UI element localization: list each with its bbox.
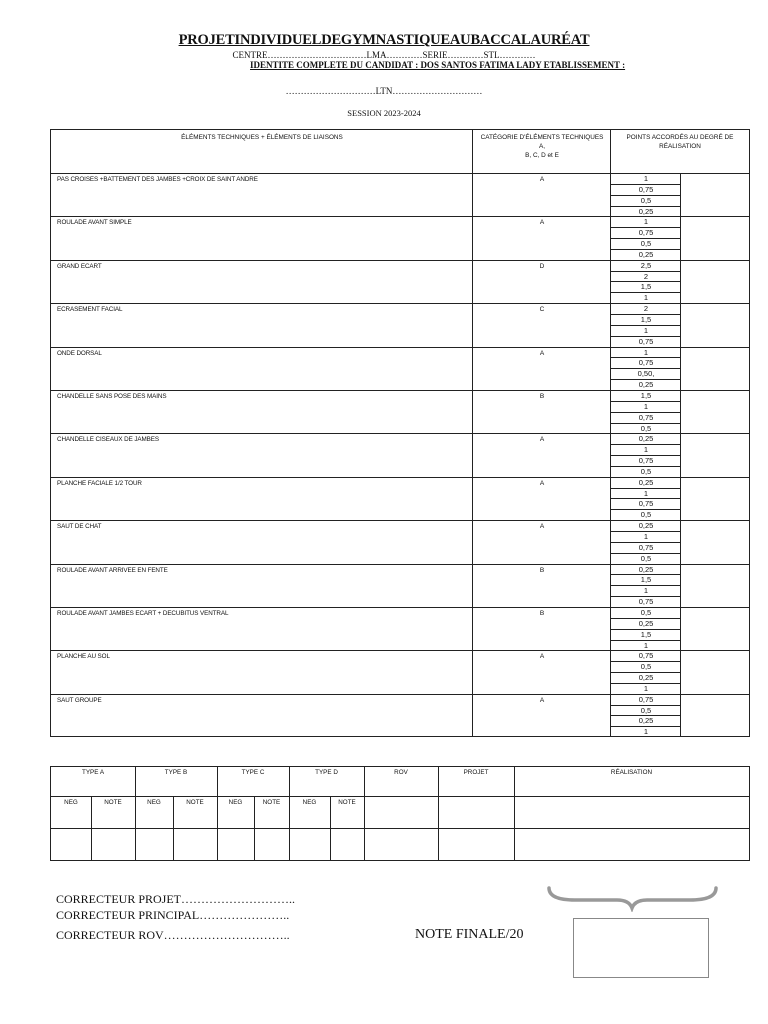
element-category: A: [539, 436, 545, 444]
point-value: 0,25: [638, 380, 654, 390]
element-name: CHANDELLE CISEAUX DE JAMBES: [57, 436, 159, 444]
point-value: 0,25: [638, 206, 654, 216]
point-value: 1: [611, 174, 681, 185]
point-value: 1: [643, 293, 649, 303]
header-category-line3: B, C, D et E: [525, 152, 559, 159]
point-value: 0,25: [611, 716, 681, 727]
element-category: D: [539, 262, 545, 270]
table-row: [51, 348, 749, 391]
element-category: A: [539, 696, 545, 704]
point-value: 0,5: [611, 608, 681, 619]
column-divider: [514, 767, 515, 860]
row-divider: [51, 796, 749, 797]
point-value: 1: [611, 532, 681, 543]
point-value: 0,75: [611, 228, 681, 239]
point-value: 0,25: [611, 619, 681, 630]
point-value: 0,25: [611, 521, 681, 532]
element-category: A: [539, 176, 545, 183]
table-row: [51, 304, 749, 347]
point-value: 1: [643, 727, 649, 737]
row-divider: [51, 828, 749, 829]
column-divider: [438, 767, 439, 860]
point-value: 1: [611, 489, 681, 500]
header-category: [473, 130, 611, 174]
table-row: [51, 434, 749, 477]
column-divider: [364, 767, 365, 860]
final-grade-box[interactable]: [573, 918, 709, 978]
point-value: 1: [611, 348, 681, 359]
table-row: [51, 261, 749, 304]
point-value: 2: [611, 272, 681, 283]
point-value: 0,5: [611, 662, 681, 673]
point-value: 0,5: [611, 239, 681, 250]
curly-brace-icon: [545, 884, 720, 912]
point-value: 2,5: [611, 261, 681, 272]
table-row: [51, 651, 749, 694]
element-name: PLANCHE FACIALE 1/2 TOUR: [57, 479, 142, 487]
element-category: C: [539, 306, 545, 314]
table-row: [51, 608, 749, 651]
note-a: NOTE: [104, 799, 122, 806]
correcteur-principal: CORRECTEUR PRINCIPAL…………………..: [56, 908, 290, 922]
point-value: 0,5: [611, 706, 681, 717]
elements-table: [50, 129, 750, 737]
header-elements-label: ÉLÉMENTS TECHNIQUES + ÉLÉMENTS DE LIAISONS: [181, 134, 343, 141]
point-value: 0,25: [611, 478, 681, 489]
element-name: ROULADE AVANT SIMPLE: [57, 219, 132, 227]
point-value: 2: [611, 304, 681, 315]
realisation-header: RÉALISATION: [610, 769, 653, 776]
header-points-line1: POINTS ACCORDÉS AU DEGRÉ DE: [626, 134, 734, 141]
point-value: 0,5: [640, 553, 652, 563]
point-value: 1: [643, 640, 649, 650]
element-name: SAUT GROUPE: [57, 696, 102, 704]
point-value: 1: [611, 586, 681, 597]
point-value: 0,75: [611, 413, 681, 424]
point-value: 0,75: [611, 358, 681, 369]
point-value: 0,75: [611, 543, 681, 554]
projet-header: PROJET: [463, 769, 489, 776]
element-category: B: [539, 566, 545, 574]
correcteur-projet: CORRECTEUR PROJET………………………..: [56, 892, 296, 906]
column-divider: [217, 767, 218, 860]
page-title: PROJETINDIVIDUELDEGYMNASTIQUEAUBACCALAURÉAT: [178, 32, 590, 48]
type-c-header: TYPE C: [241, 769, 265, 776]
column-divider: [135, 767, 136, 860]
point-value: 1,5: [611, 630, 681, 641]
point-value: 1,5: [611, 575, 681, 586]
table-row: [51, 217, 749, 260]
neg-b: NEG: [147, 799, 161, 806]
point-value: 1: [611, 445, 681, 456]
point-value: 0,5: [640, 466, 652, 476]
point-value: 0,75: [611, 499, 681, 510]
header-category-line2: A,: [538, 143, 546, 150]
element-name: ONDE DORSAL: [57, 349, 102, 357]
point-value: 0,25: [611, 434, 681, 445]
element-name: ECRASEMENT FACIAL: [57, 306, 123, 314]
point-value: 0,5: [611, 196, 681, 207]
element-category: A: [539, 479, 545, 487]
table-row: [51, 478, 749, 521]
rov-header: ROV: [394, 769, 408, 776]
table-row: [51, 174, 749, 217]
element-name: ROULADE AVANT ARRIVEE EN FENTE: [57, 566, 168, 574]
point-value: 1,5: [611, 391, 681, 402]
point-value: 0,75: [638, 336, 654, 346]
header-points-line2: RÉALISATION: [659, 143, 701, 150]
header-elements: [51, 130, 473, 174]
point-value: 0,25: [611, 565, 681, 576]
table-row: [51, 521, 749, 564]
element-name: GRAND ECART: [57, 262, 102, 270]
header-points: [611, 130, 749, 174]
table-row: [51, 565, 749, 608]
point-value: 1: [611, 402, 681, 413]
summary-table: [50, 766, 750, 861]
table-row: [51, 391, 749, 434]
correcteur-rov: CORRECTEUR ROV…………………………..: [56, 928, 290, 942]
element-category: A: [539, 349, 545, 357]
point-value: 1,5: [611, 315, 681, 326]
note-finale-label: NOTE FINALE/20: [415, 927, 524, 942]
note-b: NOTE: [186, 799, 204, 806]
type-b-header: TYPE B: [164, 769, 188, 776]
element-category: B: [539, 610, 545, 617]
candidate-identity: IDENTITE COMPLETE DU CANDIDAT : DOS SANTOS FATIMA LADY ETABLISSEMENT :: [250, 60, 626, 70]
neg-c: NEG: [228, 799, 243, 806]
point-value: 0,25: [611, 673, 681, 684]
centre-line: CENTRE……………………………LMA…………SERIE…………STL…………: [232, 50, 536, 60]
point-value: 0,75: [611, 695, 681, 706]
point-value: 0,75: [611, 651, 681, 662]
element-name: ROULADE AVANT JAMBES ECART + DECUBITUS VENTRAL: [57, 610, 229, 617]
note-c: NOTE: [262, 799, 281, 806]
point-value: 1: [643, 683, 649, 693]
element-name: PLANCHE AU SOL: [57, 653, 110, 661]
point-value: 0,50,: [611, 369, 681, 380]
point-value: 1: [611, 326, 681, 337]
column-divider: [289, 767, 290, 860]
etablissement-line: …………………………LTN…………………………: [285, 86, 483, 96]
table-row: [51, 695, 749, 738]
session: SESSION 2023-2024: [347, 108, 421, 118]
neg-d: NEG: [302, 799, 317, 806]
neg-a: NEG: [64, 799, 78, 806]
point-value: 0,75: [611, 185, 681, 196]
point-value: 1,5: [611, 282, 681, 293]
note-d: NOTE: [338, 799, 356, 806]
point-value: 0,75: [638, 597, 654, 607]
point-value: 0,5: [640, 423, 652, 433]
point-value: 0,75: [611, 456, 681, 467]
element-name: SAUT DE CHAT: [57, 523, 102, 531]
element-name: CHANDELLE SANS POSE DES MAINS: [57, 393, 167, 400]
header-category-line1: CATÉGORIE D'ÉLÉMENTS TECHNIQUES: [480, 134, 604, 141]
point-value: 1: [611, 217, 681, 228]
point-value: 0,5: [640, 510, 652, 520]
element-category: A: [539, 653, 545, 661]
point-value: 0,25: [638, 249, 654, 259]
element-category: B: [539, 393, 545, 400]
element-category: A: [539, 219, 545, 227]
type-d-header: TYPE D: [315, 769, 338, 776]
element-category: A: [539, 523, 545, 531]
element-name: PAS CROISES +BATTEMENT DES JAMBES +CROIX DE SAINT ANDRE: [57, 176, 258, 183]
type-a-header: TYPE A: [81, 769, 105, 776]
